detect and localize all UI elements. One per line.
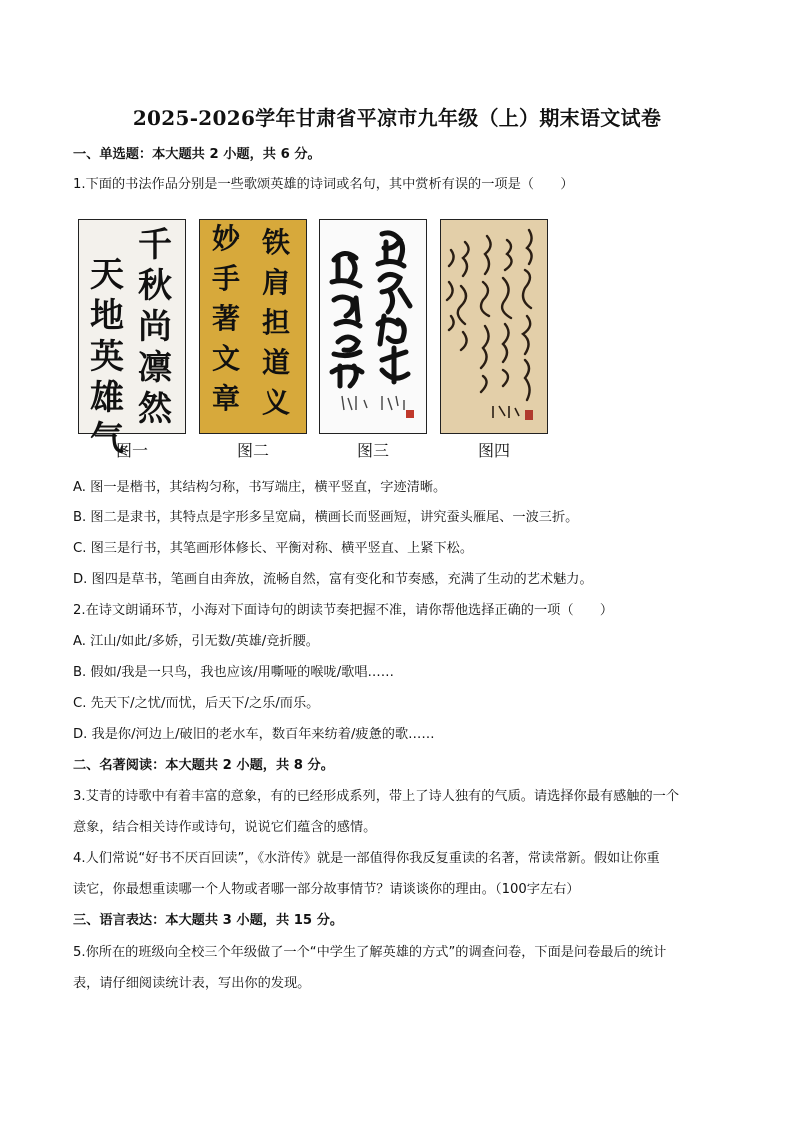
fig1-column-right-char: 千 (138, 225, 172, 265)
fig1-column-right-char: 尚 (138, 307, 172, 347)
q1-option-b: B. 图二是隶书，其特点是字形多呈宽扁，横画长而竖画短，讲究蚕头雁尾、一波三折。 (73, 510, 579, 525)
fig2-column-right-char: 铁 (261, 226, 291, 259)
section-heading-2: 二、名著阅读：本大题共 2 小题，共 8 分。 (73, 758, 334, 773)
q1-option-a: A. 图一是楷书，其结构匀称，书写端庄，横平竖直，字迹清晰。 (73, 480, 447, 495)
q2-option-b: B. 假如/我是一只鸟，我也应该/用嘶哑的喉咙/歌唱…… (73, 665, 394, 680)
fig1-column-left-char: 天 (90, 255, 124, 295)
fig1-column-right-char: 秋 (138, 266, 172, 306)
fig1-column-left-char: 英 (90, 337, 124, 377)
q2-option-d: D. 我是你/河边上/破旧的老水车，数百年来纺着/疲惫的歌…… (73, 727, 435, 742)
figure-4-caption: 图四 (477, 441, 510, 460)
question-1: 1.下面的书法作品分别是一些歌颂英雄的诗词或名句，其中赏析有误的一项是（ ） (73, 177, 574, 192)
fig1-column-left-char: 雄 (90, 378, 124, 418)
figure-3-script-image (319, 219, 427, 434)
question-5-line-2: 表，请仔细阅读统计表，写出你的发现。 (73, 976, 311, 991)
fig2-column-right-char: 担 (261, 306, 291, 339)
section-heading-1: 一、单选题：本大题共 2 小题，共 6 分。 (73, 147, 321, 162)
fig2-column-left-char: 文 (211, 342, 241, 375)
fig2-column-left-char: 著 (211, 302, 241, 335)
figure-4-cursive-script (440, 219, 548, 434)
fig1-column-right (138, 225, 173, 429)
q1-option-d: D. 图四是草书，笔画自由奔放，流畅自然，富有变化和节奏感，充满了生动的艺术魅力。 (73, 572, 593, 587)
page-title: 2025-2026学年甘肃省平凉市九年级（上）期末语文试卷 (132, 106, 662, 130)
fig2-column-left-char: 手 (211, 262, 241, 295)
question-2: 2.在诗文朗诵环节，小海对下面诗句的朗读节奏把握不准，请你帮他选择正确的一项（ ） (73, 603, 614, 618)
question-3-line-1: 3.艾青的诗歌中有着丰富的意象，有的已经形成系列，带上了诗人独有的气质。请选择你最有感触的一个 (73, 789, 680, 804)
fig2-column-left-char: 章 (211, 382, 241, 415)
fig2-column-right-char: 道 (261, 346, 291, 379)
figure-3-caption: 图三 (356, 441, 389, 460)
fig1-column-right-char: 然 (138, 389, 172, 429)
section-heading-3: 三、语言表达：本大题共 3 小题，共 15 分。 (73, 913, 344, 928)
fig2-column-left-char: 妙 (211, 222, 241, 255)
fig2-column-right-char: 义 (261, 386, 291, 419)
question-4-line-1: 4.人们常说“好书不厌百回读”，《水浒传》就是一部值得你我反复重读的名著，常读常新。假如让你重 (73, 851, 660, 866)
fig1-column-left-char: 地 (90, 296, 124, 336)
figure-2-caption: 图二 (236, 441, 269, 460)
fig2-column-right-char: 肩 (261, 266, 291, 299)
figure-1-caption: 图一 (115, 441, 148, 460)
fig2-column-left (212, 222, 241, 415)
q2-option-c: C. 先天下/之忧/而忧，后天下/之乐/而乐。 (73, 696, 320, 711)
q2-option-a: A. 江山/如此/多娇，引无数/英雄/竞折腰。 (73, 634, 319, 649)
fig1-column-left-char: 气 (90, 419, 124, 459)
figure-2-clerical-script (199, 219, 307, 434)
question-3-line-2: 意象，结合相关诗作或诗句，说说它们蕴含的感情。 (73, 820, 377, 835)
q1-option-c: C. 图三是行书，其笔画形体修长、平衡对称、横平竖直、上紧下松。 (73, 541, 474, 556)
fig2-column-right (261, 226, 290, 419)
question-5-line-1: 5.你所在的班级向全校三个年级做了一个“中学生了解英雄的方式”的调查问卷，下面是问卷最后的统计 (73, 945, 667, 960)
fig1-column-left (90, 255, 124, 459)
calligraphy-figures (78, 219, 558, 459)
question-4-line-2: 读它，你最想重读哪一个人物或者哪一部分故事情节？请谈谈你的理由。（100字左右） (73, 882, 580, 897)
fig1-column-right-char: 凛 (138, 348, 172, 388)
